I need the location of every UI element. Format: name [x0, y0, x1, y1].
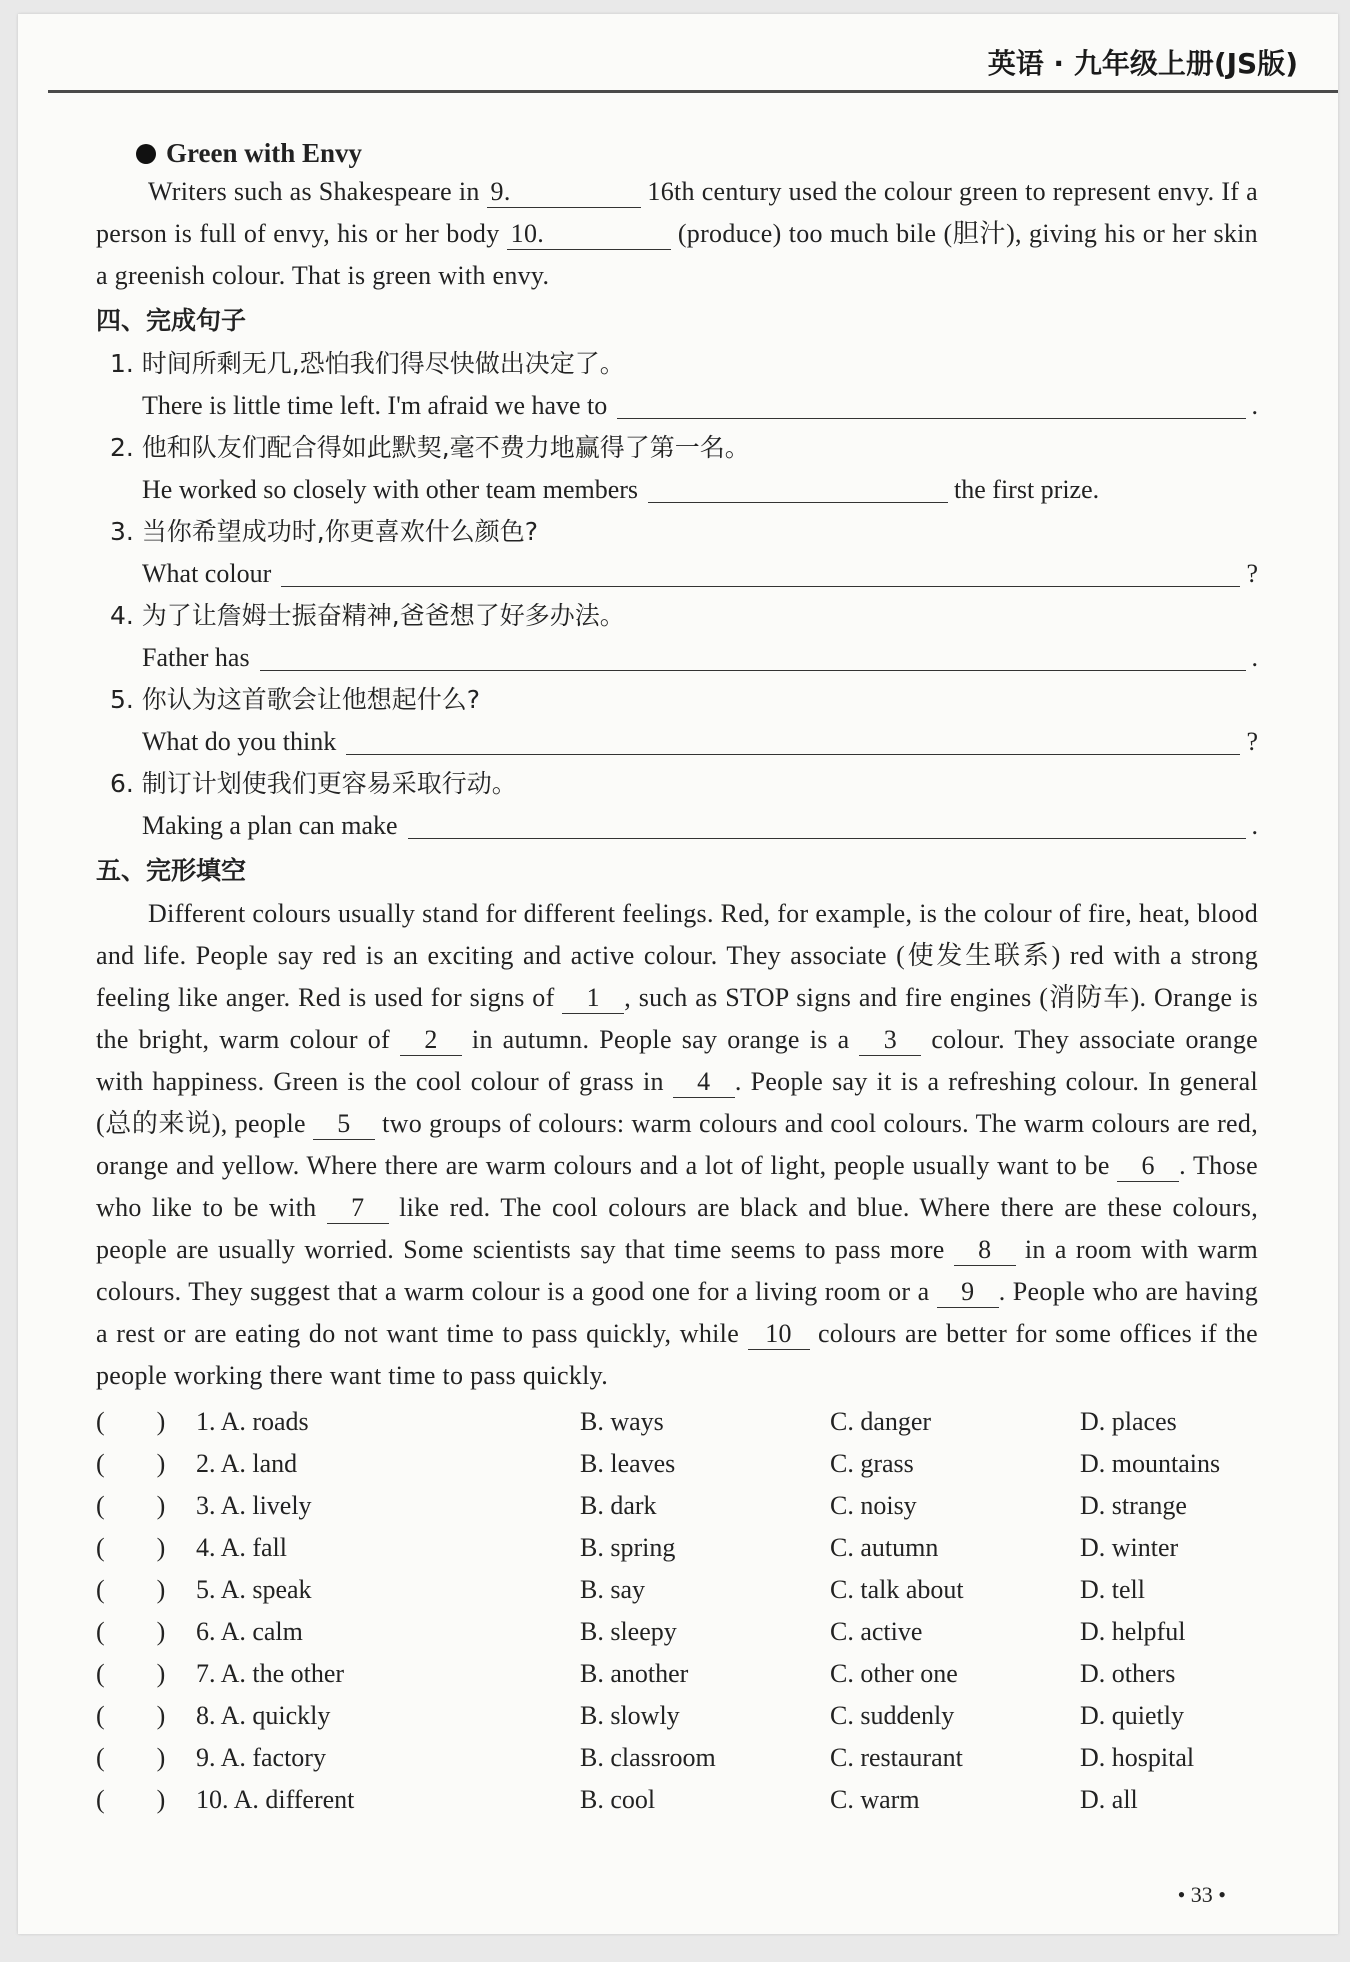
cloze-blank-10[interactable]: 10 — [748, 1319, 810, 1350]
option-a[interactable]: 8. A. quickly — [196, 1701, 331, 1730]
option-b[interactable]: B. say — [580, 1575, 645, 1604]
answer-blank-9[interactable]: 9. — [487, 177, 641, 208]
option-row-4 — [96, 1527, 1258, 1569]
option-c[interactable]: C. warm — [830, 1785, 920, 1814]
answer-line[interactable] — [408, 837, 1246, 839]
cloze-blank-8[interactable]: 8 — [954, 1235, 1016, 1266]
answer-box[interactable]: ( ) — [96, 1659, 166, 1688]
sentence-english: He worked so closely with other team members the first prize. — [142, 475, 1100, 504]
answer-box[interactable]: ( ) — [96, 1701, 166, 1730]
option-d[interactable]: D. places — [1080, 1407, 1177, 1436]
sentence-english: There is little time left. I'm afraid we have to . — [142, 391, 1258, 420]
green-envy-heading-text: Green with Envy — [166, 138, 363, 168]
sentence-chinese: 3. 当你希望成功时,你更喜欢什么颜色? — [110, 517, 539, 546]
option-row-2 — [96, 1443, 1258, 1485]
answer-blank-10[interactable]: 10. — [507, 219, 671, 250]
answer-box[interactable]: ( ) — [96, 1449, 166, 1478]
answer-line[interactable] — [260, 669, 1246, 671]
answer-box[interactable]: ( ) — [96, 1743, 166, 1772]
paragraph-text: (produce) too much bile (胆汁), giving his or her skin a greenish colour. That is green with envy. — [96, 219, 1258, 290]
option-row-3 — [96, 1485, 1258, 1527]
page-content — [96, 118, 1258, 1821]
option-a[interactable]: 4. A. fall — [196, 1533, 287, 1562]
option-d[interactable]: D. tell — [1080, 1575, 1145, 1604]
option-row-5 — [96, 1569, 1258, 1611]
option-row-9 — [96, 1737, 1258, 1779]
sentence-item-6 — [96, 763, 1258, 847]
page-number: • 33 • — [1177, 1882, 1226, 1907]
option-c[interactable]: C. suddenly — [830, 1701, 955, 1730]
cloze-passage: Different colours usually stand for different feelings. Red, for example, is the colour of fire, heat, blood and life. People say red is an exciting and active colour. They associate (使发生联系) red with a strong feeling like anger. Red is used for signs of 1 , such as STOP signs and fire engines (消防车). Orange is the bright, warm colour of 2 in autumn. People say orange is a 3 colour. They associate orange with happiness. Green is the cool colour of grass in 4 . People say it is a refreshing colour. In general (总的来说), people 5 two groups of colours: warm colours and cool colours. The warm colours are red, orange and yellow. Where there are warm colours and a lot of light, people usually want to be 6 . Those who like to be with 7 like red. The cool colours are black and blue. Where there are these colours, people are usually worried. Some scientists say that time seems to pass more 8 in a room with warm colours. They suggest that a warm colour is a good one for a living room or a 9 . People who are having a rest or are eating do not want time to pass quickly, while 10 colours are better for some offices if the people working there want time to pass quickly. — [96, 899, 1258, 1390]
sentence-english: Making a plan can make . — [142, 811, 1258, 840]
option-b[interactable]: B. another — [580, 1659, 689, 1688]
cloze-blank-5[interactable]: 5 — [313, 1109, 375, 1140]
sentence-chinese: 1. 时间所剩无几,恐怕我们得尽快做出决定了。 — [110, 349, 625, 378]
paragraph-text: 16th century used the colour green to represent envy. If a person is full of envy, his or her body — [96, 177, 1258, 248]
option-c[interactable]: C. restaurant — [830, 1743, 963, 1772]
option-d[interactable]: D. hospital — [1080, 1743, 1195, 1772]
cloze-blank-1[interactable]: 1 — [562, 983, 624, 1014]
cloze-blank-9[interactable]: 9 — [937, 1277, 999, 1308]
option-b[interactable]: B. classroom — [580, 1743, 716, 1772]
option-c[interactable]: C. other one — [830, 1659, 958, 1688]
option-a[interactable]: 10. A. different — [196, 1785, 355, 1814]
option-c[interactable]: C. talk about — [830, 1575, 964, 1604]
sentence-item-4 — [96, 595, 1258, 679]
option-row-7 — [96, 1653, 1258, 1695]
sentence-item-3 — [96, 511, 1258, 595]
option-d[interactable]: D. helpful — [1080, 1617, 1186, 1646]
option-d[interactable]: D. mountains — [1080, 1449, 1221, 1478]
option-d[interactable]: D. others — [1080, 1659, 1176, 1688]
options-list — [96, 1401, 1258, 1821]
option-a[interactable]: 2. A. land — [196, 1449, 298, 1478]
option-b[interactable]: B. leaves — [580, 1449, 676, 1478]
paragraph-text: Writers such as Shakespeare in — [148, 177, 480, 206]
answer-box[interactable]: ( ) — [96, 1491, 166, 1520]
option-a[interactable]: 5. A. speak — [196, 1575, 312, 1604]
answer-box[interactable]: ( ) — [96, 1785, 166, 1814]
green-envy-paragraph — [96, 171, 1258, 297]
sentence-item-5 — [96, 679, 1258, 763]
answer-line[interactable] — [617, 417, 1245, 419]
answer-box[interactable]: ( ) — [96, 1575, 166, 1604]
option-a[interactable]: 3. A. lively — [196, 1491, 312, 1520]
option-a[interactable]: 6. A. calm — [196, 1617, 303, 1646]
cloze-blank-6[interactable]: 6 — [1117, 1151, 1179, 1182]
option-b[interactable]: B. spring — [580, 1533, 676, 1562]
header-divider — [48, 90, 1338, 93]
option-d[interactable]: D. winter — [1080, 1533, 1179, 1562]
sentence-item-1 — [96, 343, 1258, 427]
option-c[interactable]: C. grass — [830, 1449, 914, 1478]
option-row-10 — [96, 1779, 1258, 1821]
option-b[interactable]: B. cool — [580, 1785, 656, 1814]
page-header-title: 英语 · 九年级上册(JS版) — [987, 47, 1298, 80]
sentence-chinese: 2. 他和队友们配合得如此默契,毫不费力地赢得了第一名。 — [110, 433, 750, 462]
option-row-6 — [96, 1611, 1258, 1653]
option-d[interactable]: D. strange — [1080, 1491, 1187, 1520]
sentence-english: What do you think ? — [142, 727, 1258, 756]
option-d[interactable]: D. quietly — [1080, 1701, 1184, 1730]
cloze-blank-3[interactable]: 3 — [859, 1025, 921, 1056]
sentence-chinese: 4. 为了让詹姆士振奋精神,爸爸想了好多办法。 — [110, 601, 625, 630]
cloze-blank-4[interactable]: 4 — [673, 1067, 735, 1098]
sentence-chinese: 6. 制订计划使我们更容易采取行动。 — [110, 769, 517, 798]
answer-line[interactable] — [281, 585, 1240, 587]
green-envy-heading — [136, 138, 1258, 169]
sentence-english: What colour ? — [142, 559, 1258, 588]
answer-box[interactable]: ( ) — [96, 1407, 166, 1436]
option-row-8 — [96, 1695, 1258, 1737]
answer-line[interactable] — [648, 501, 948, 503]
cloze-blank-2[interactable]: 2 — [400, 1025, 462, 1056]
cloze-blank-7[interactable]: 7 — [327, 1193, 389, 1224]
option-c[interactable]: C. active — [830, 1617, 923, 1646]
option-c[interactable]: C. autumn — [830, 1533, 939, 1562]
bullet-icon — [136, 144, 156, 164]
option-a[interactable]: 7. A. the other — [196, 1659, 345, 1688]
option-a[interactable]: 1. A. roads — [196, 1407, 309, 1436]
option-b[interactable]: B. slowly — [580, 1701, 680, 1730]
sentence-chinese: 5. 你认为这首歌会让他想起什么? — [110, 685, 481, 714]
section4-title: 四、完成句子 — [96, 306, 247, 335]
option-c[interactable]: C. danger — [830, 1407, 932, 1436]
sentence-item-2 — [96, 427, 1258, 511]
option-b[interactable]: B. ways — [580, 1407, 664, 1436]
answer-line[interactable] — [346, 753, 1240, 755]
answer-box[interactable]: ( ) — [96, 1533, 166, 1562]
option-b[interactable]: B. sleepy — [580, 1617, 677, 1646]
workbook-page — [18, 14, 1338, 1934]
section5-title: 五、完形填空 — [96, 856, 247, 885]
option-d[interactable]: D. all — [1080, 1785, 1138, 1814]
answer-box[interactable]: ( ) — [96, 1617, 166, 1646]
sentence-english: Father has . — [142, 643, 1258, 672]
option-c[interactable]: C. noisy — [830, 1491, 917, 1520]
option-b[interactable]: B. dark — [580, 1491, 657, 1520]
option-a[interactable]: 9. A. factory — [196, 1743, 326, 1772]
option-row-1 — [96, 1401, 1258, 1443]
